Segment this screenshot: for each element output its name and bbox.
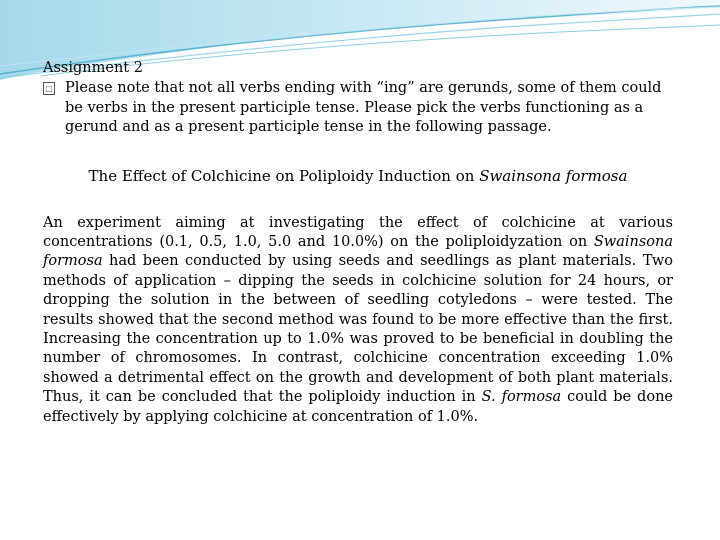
essay-title-species: Swainsona formosa — [479, 166, 628, 185]
slide-content — [43, 58, 673, 427]
essay-title-main: The Effect of Colchicine on Poliploidy Induction on — [88, 166, 480, 185]
assignment-title: Assignment 2 — [43, 60, 143, 76]
passage-part-3: could be done effectively by applying colchicine at concentration of 1.0%. — [43, 389, 673, 425]
essay-passage — [43, 214, 673, 427]
bullet-box-icon: □ — [43, 82, 55, 95]
essay-title — [43, 166, 673, 186]
passage-species-2: S. formosa — [481, 389, 562, 406]
passage-part-2: had been conducted by using seeds and seedlings as plant materials. Two methods of application – dipping the seeds in colchicine solution for 24 hours, or dropping the solution in the between of seedling cotyledons – were tested. The results showed that the second method was found to be more effective than the first. Increasing the concentration up to 1.0% was proved to be beneficial in doubling the number of chromosomes. In contrast, colchicine concentration exceeding 1.0% showed a detrimental effect on the growth and development of both plant materials. Thus, it can be concluded that the poliploidy induction in — [43, 253, 673, 406]
assignment-note-text: Please note that not all verbs ending with “ing” are gerunds, some of them could be verbs in the present participle tense. Please pick the verbs functioning as a gerund and as a present participle tense in the following passage. — [65, 80, 662, 135]
passage-species-1: Swainsona formosa — [43, 233, 673, 270]
passage-part-1: An experiment aiming at investigating the effect of colchicine at various concentrations (0.1, 0.5, 1.0, 5.0 and 10.0%) on the poliploidyzation on — [43, 214, 673, 250]
assignment-note — [43, 79, 673, 138]
